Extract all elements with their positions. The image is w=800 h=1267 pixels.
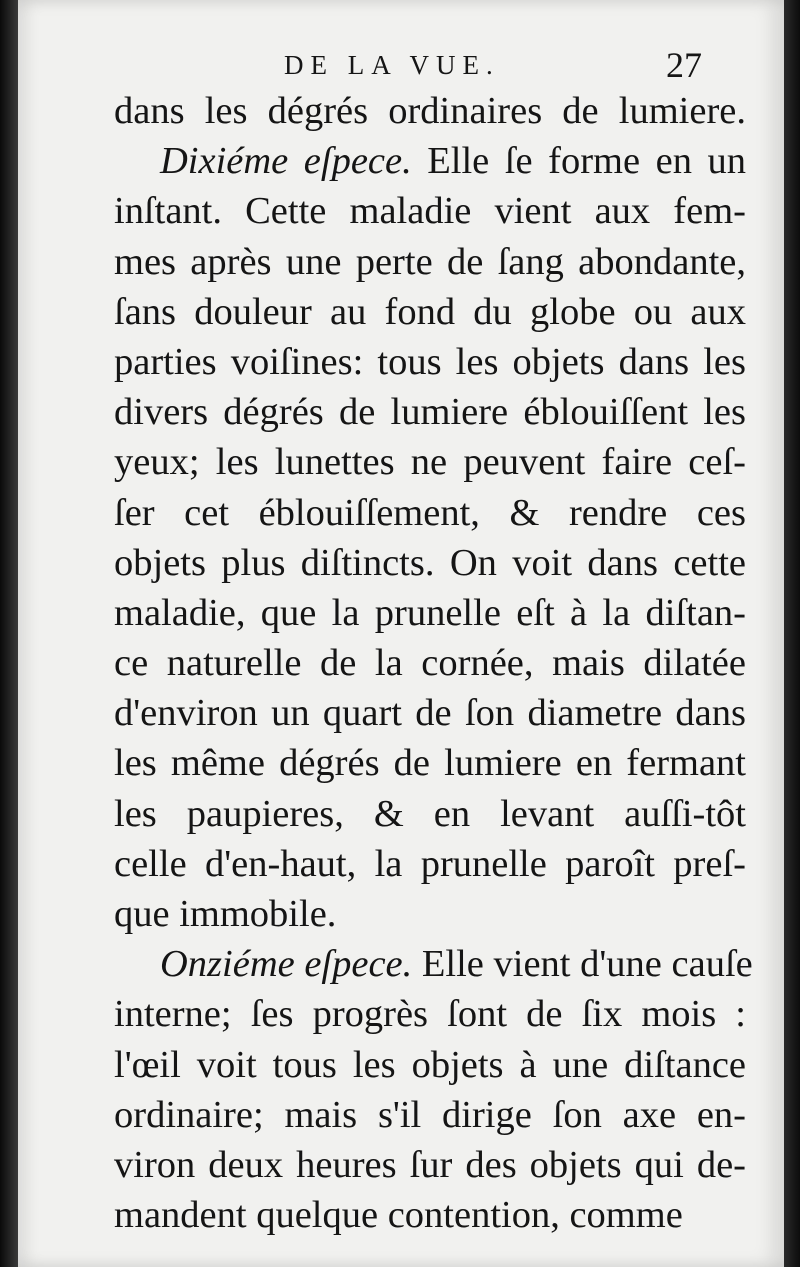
section-heading: Onziéme eſpece. [160,943,413,986]
text-line: ce naturelle de la cornée, mais dilatée [114,642,746,685]
text-line: yeux; les lunettes ne peuvent faire ceſ- [114,441,746,484]
text-line: celle d'en-haut, la prunelle paroît preſ- [114,842,746,885]
text-line: objets plus diſtincts. On voit dans cette [114,541,746,584]
section-heading: Dixiéme eſpece. [160,140,412,183]
text-line [114,136,746,186]
text-line [114,939,753,989]
text-line: mes après une perte de ſang abondante, [114,240,746,283]
text-line: les paupieres, & en levant auſſi-tôt [114,792,746,835]
text-fragment: Elle vient d'une cauſe [412,943,753,986]
text-line: l'œil voit tous les objets à une diſtance [114,1043,746,1086]
body-text [114,86,753,1240]
text-line: que immobile. [114,893,337,935]
book-gutter [0,0,18,1267]
text-line: maladie, que la prunelle eſt à la diſtan- [114,591,746,634]
text-line: viron deux heures ſur des objets qui de- [114,1143,746,1186]
text-line: mandent quelque contention, comme [114,1194,683,1237]
text-line: interne; ſes progrès ſont de ſix mois : [114,993,746,1036]
page-number: 27 [666,45,702,85]
text-line: parties voiſines: tous les objets dans les [114,340,746,383]
text-line: d'environ un quart de ſon diametre dans [114,692,746,735]
text-line: ſans douleur au fond du globe ou aux [114,290,746,333]
text-line: dans les dégrés ordinaires de lumiere. [114,90,746,132]
text-line: ſer cet éblouiſſement, & rendre ces [114,491,746,534]
text-line: inſtant. Cette maladie vient aux fem- [114,190,746,233]
page-edge [784,0,800,1267]
running-head: DE LA VUE. [284,50,500,80]
text-fragment: Elle ſe forme en un [411,140,746,183]
text-line: ordinaire; mais s'il dirige ſon axe en- [114,1093,746,1136]
book-page [18,0,784,1267]
text-line: divers dégrés de lumiere éblouiſſent les [114,391,746,434]
text-line: les même dégrés de lumiere en fermant [114,742,746,785]
